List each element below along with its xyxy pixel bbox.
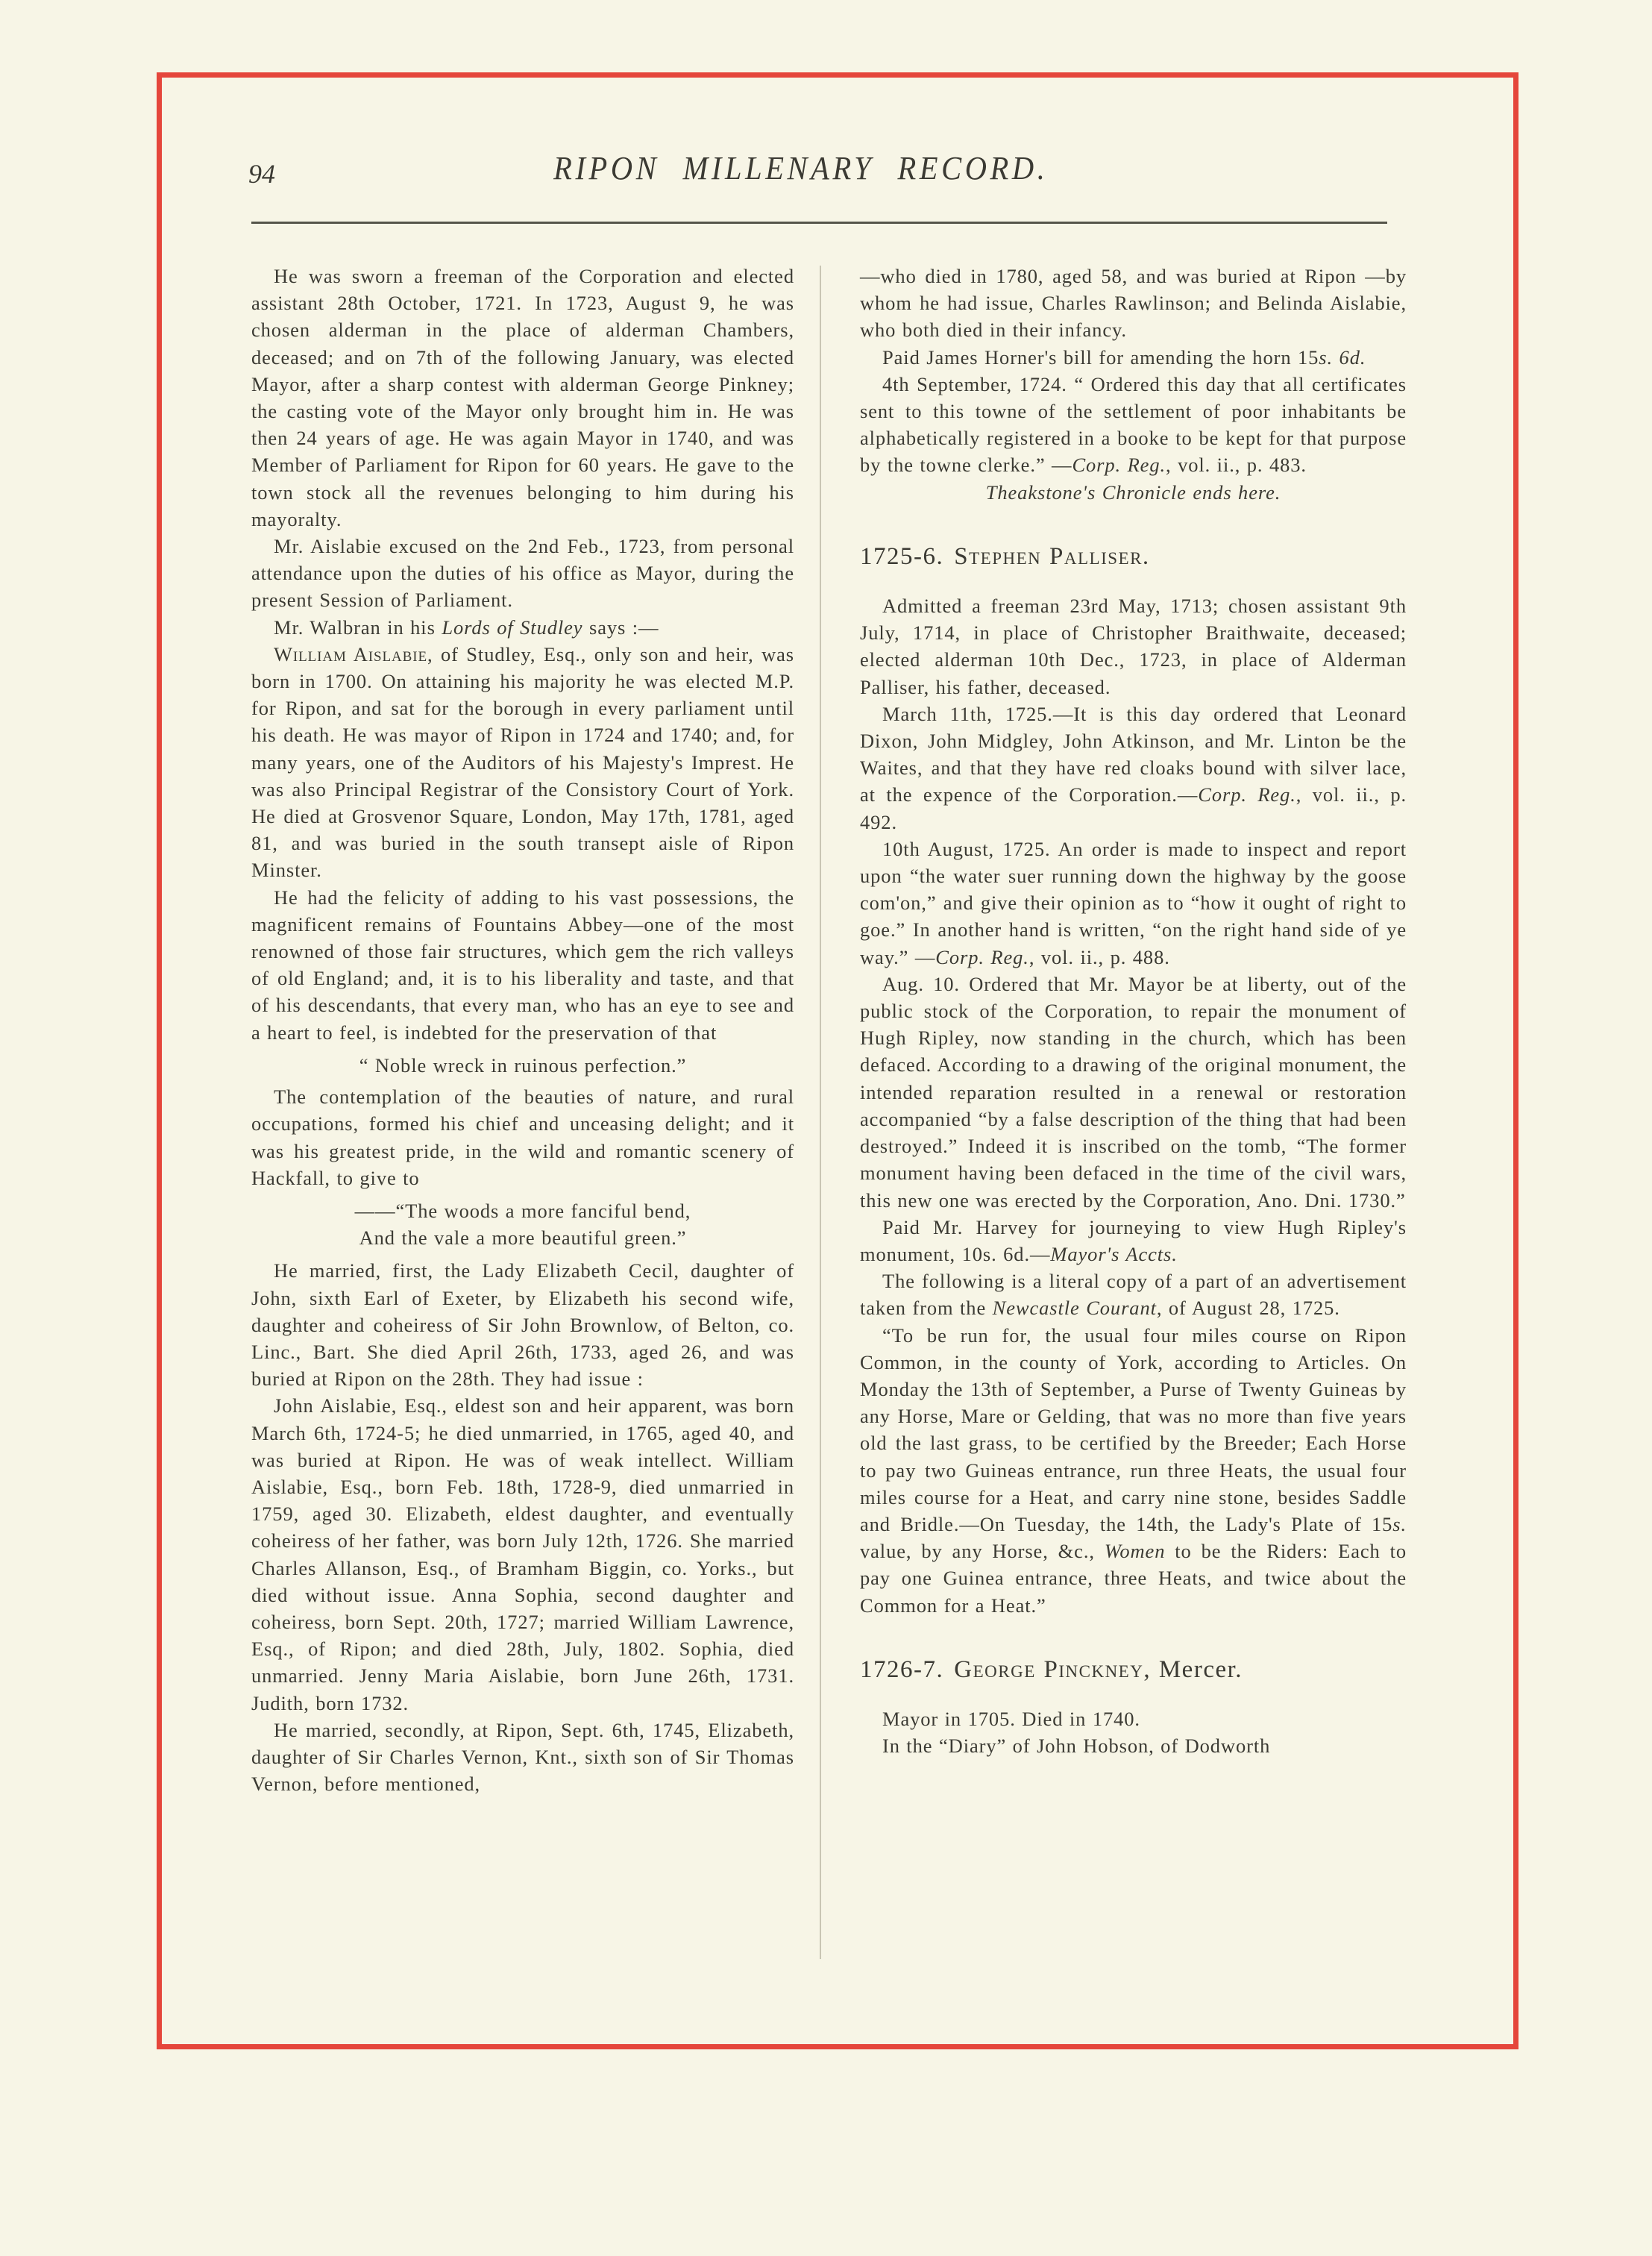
person-name: William Aislabie bbox=[274, 642, 427, 665]
text: The following is a literal copy of a part of an advertisement taken from the bbox=[860, 1270, 1407, 1320]
text: March 11th, 1725.—It is this day ordered that Leonard Dixon, John Midgley, John Atkinson, and Mr. Linton be the Waites, and that they have red cloaks bound with silver lace, at the expence of the Corporation.— bbox=[860, 702, 1407, 806]
text: Aug. 10. Ordered that Mr. Mayor be at liberty, out of the public stock of the Corporation, to repair the monument of Hugh Ripley, now standing in the church, which has been defaced. According to a drawing of the original monument, the intended reparation resulted in a renewal or restoration accompanied “by a false description of the thing that had been destroyed.” Indeed it is inscribed on the tomb, “The former monument having been defaced in the time of the civil wars, this new one was erected by the Corporation, Ano. Dni. 1730.” bbox=[860, 972, 1407, 1212]
text: He married, secondly, at Ripon, Sept. 6th, 1745, Elizabeth, daughter of Sir Charles Vernon, Knt., sixth son of Sir Thomas Vernon, before mentioned, bbox=[251, 1718, 794, 1796]
left-column bbox=[251, 263, 794, 1797]
paragraph bbox=[251, 641, 794, 884]
text: , vol. ii., p. 488. bbox=[1028, 945, 1170, 968]
text: In the “Diary” of John Hobson, of Dodworth bbox=[882, 1735, 1271, 1758]
heading-name: Stephen Palliser. bbox=[954, 542, 1150, 570]
paragraph bbox=[251, 533, 794, 614]
heading-suffix: , Mercer. bbox=[1143, 1655, 1243, 1683]
page-number: 94 bbox=[248, 159, 275, 189]
book-title: Lords of Studley bbox=[442, 615, 583, 639]
verse-line: ——“The woods a more fanciful bend, bbox=[354, 1199, 691, 1222]
section-heading bbox=[860, 543, 1407, 570]
paragraph bbox=[860, 263, 1407, 344]
text: Admitted a freeman 23rd May, 1713; chosen assistant 9th July, 1714, in place of Christopher Braithwaite, deceased; elected alderman 10th Dec., 1723, in place of Alderman Palliser, his father, deceased. bbox=[860, 595, 1407, 698]
paragraph bbox=[251, 1083, 794, 1191]
text: , vol. ii., p. 492. bbox=[860, 783, 1407, 833]
newspaper-title: Newcastle Courant bbox=[992, 1297, 1157, 1320]
text: , of Studley, Esq., only son and heir, was born in 1700. On attaining his majority he was elected M.P. for Ripon, and sat for the borough in every parliament until his death. He was mayor of Ripon in 1724 and 1740; and, for many years, one of the Auditors of his Majesty's Imprest. He was also Principal Registrar of the Consistory Court of York. He died at Grosvenor Square, London, May 17th, 1781, aged 81, and was buried in the south transept aisle of Ripon Minster. bbox=[251, 642, 794, 882]
currency: s. bbox=[1392, 1512, 1407, 1535]
text: The contemplation of the beauties of nature, and rural occupations, formed his chief and unceasing delight; and it was his greatest pride, in the wild and romantic scenery of Hackfall, to give to bbox=[251, 1085, 794, 1189]
text: John Aislabie, Esq., eldest son and heir apparent, was born March 6th, 1724-5; he died unmarried, in 1765, aged 40, and was buried at Ripon. He was of weak intellect. William Aislabie, Esq., born Feb. 18th, 1728-9, died unmarried in 1759, aged 30. Elizabeth, eldest daughter, and eventually coheiress of her father, was born July 12th, 1726. She married Charles Allanson, Esq., of Bramham Biggin, co. Yorks., but died without issue. Anna Sophia, second daughter and coheiress, born Sept. 20th, 1727; married William Lawrence, Esq., of Ripon; and died 28th, July, 1802. Sophia, died unmarried. Jenny Maria Aislabie, born June 26th, 1731. Judith, born 1732. bbox=[251, 1394, 794, 1714]
paragraph bbox=[860, 1705, 1407, 1732]
text: Mr. Aislabie excused on the 2nd Feb., 1723, from personal attendance upon the duties of his office as Mayor, during the present Session of Parliament. bbox=[251, 535, 794, 612]
paragraph bbox=[251, 614, 794, 641]
currency: s. 6d. bbox=[1319, 345, 1366, 369]
header-rule bbox=[251, 222, 1387, 224]
paragraph bbox=[860, 371, 1407, 479]
text: Mayor in 1705. Died in 1740. bbox=[882, 1707, 1140, 1730]
paragraph bbox=[860, 971, 1407, 1214]
citation: Corp. Reg. bbox=[935, 945, 1029, 968]
text: , vol. ii., p. 483. bbox=[1166, 454, 1307, 477]
quotation: “ Noble wreck in ruinous perfection.” bbox=[359, 1053, 687, 1077]
text: 4th September, 1724. “ Ordered this day that all certificates sent to this towne of the settlement of poor inhabitants be alphabetically registered in a booke to be kept for that purpose by the towne clerke.” — bbox=[860, 372, 1407, 477]
paragraph bbox=[251, 1392, 794, 1716]
emphasis: Women bbox=[1104, 1540, 1166, 1563]
paragraph bbox=[860, 836, 1407, 971]
text: value, by any Horse, &c., bbox=[860, 1540, 1105, 1563]
text: He married, first, the Lady Elizabeth Cecil, daughter of John, sixth Earl of Exeter, by Elizabeth his second wife, daughter and coheiress of Sir John Brownlow, of Belton, co. Linc., Bart. She died April 26th, 1733, aged 26, and was buried at Ripon on the 28th. They had issue : bbox=[251, 1259, 794, 1391]
running-title: RIPON MILLENARY RECORD. bbox=[553, 150, 1049, 187]
text: “To be run for, the usual four miles course on Ripon Common, in the county of York, according to Articles. On Monday the 13th of September, a Purse of Twenty Guineas by any Horse, Mare or Gelding, that was no more than five years old the last grass, to be certified by the Breeder; Each Horse to pay two Guineas entrance, run three Heats, the usual four miles course for a Heat, and carry nine stone, besides Saddle and Bridle.—On Tuesday, the 14th, the Lady's Plate of 15 bbox=[860, 1323, 1407, 1535]
heading-name: George Pinckney bbox=[954, 1655, 1144, 1683]
paragraph bbox=[860, 344, 1407, 371]
text: , of August 28, 1725. bbox=[1156, 1297, 1340, 1320]
right-column bbox=[860, 263, 1407, 1759]
paragraph bbox=[860, 1322, 1407, 1619]
text: says :— bbox=[582, 615, 659, 639]
paragraph bbox=[860, 1268, 1407, 1321]
paragraph bbox=[251, 1257, 794, 1392]
section-heading bbox=[860, 1656, 1407, 1683]
text: He had the felicity of adding to his vast possessions, the magnificent remains of Fountains Abbey—one of the most renowned of those fair structures, which gem the rich valleys of old England; and, it is to his liberality and taste, and that of his descendants, that every man, who has an eye to see and a heart to feel, is indebted for the preservation of that bbox=[251, 886, 794, 1044]
paragraph bbox=[860, 592, 1407, 701]
text: He was sworn a freeman of the Corporation and elected assistant 28th October, 1721. In 1723, August 9, he was chosen alderman in the place of alderman Chambers, deceased; and on 7th of the following January, was elected Mayor, after a sharp contest with alderman George Pinkney; the casting vote of the Mayor only brought him in. He was then 24 years of age. He was again Mayor in 1740, and was Member of Parliament for Ripon for 60 years. He gave to the town stock all the revenues belonging to him during his mayoralty. bbox=[251, 265, 794, 530]
paragraph bbox=[860, 1732, 1407, 1759]
citation: Corp. Reg. bbox=[1198, 783, 1296, 806]
verse bbox=[251, 1197, 794, 1251]
text: Paid James Horner's bill for amending the horn 15 bbox=[882, 345, 1319, 369]
heading-years: 1726-7. bbox=[860, 1655, 944, 1683]
column-divider bbox=[820, 266, 821, 1959]
text: —who died in 1780, aged 58, and was buried at Ripon —by whom he had issue, Charles Rawlinson; and Belinda Aislabie, who both died in their infancy. bbox=[860, 265, 1407, 342]
paragraph bbox=[251, 1717, 794, 1798]
citation: Mayor's Accts. bbox=[1050, 1242, 1178, 1265]
verse-line: And the vale a more beautiful green.” bbox=[359, 1226, 687, 1250]
text: Mr. Walbran in his bbox=[274, 615, 442, 639]
paragraph bbox=[860, 1214, 1407, 1268]
text: 10th August, 1725. An order is made to inspect and report upon “the water suer running down the highway by the goose com'on,” and give their opinion as to “how it ought of right to goe.” In another hand is written, “on the right hand side of ye way.” — bbox=[860, 837, 1407, 968]
text: Paid Mr. Harvey for journeying to view Hugh Ripley's monument, 10s. 6d.— bbox=[860, 1215, 1407, 1265]
paragraph bbox=[251, 263, 794, 533]
citation: Corp. Reg. bbox=[1072, 454, 1166, 477]
heading-years: 1725-6. bbox=[860, 542, 944, 570]
text: to be the Riders: Each to pay one Guinea entrance, three Heats, and twice about the Common for a Heat.” bbox=[860, 1540, 1407, 1617]
paragraph bbox=[251, 884, 794, 1046]
chronicle-end-note: Theakstone's Chronicle ends here. bbox=[985, 480, 1281, 504]
paragraph bbox=[860, 701, 1407, 836]
